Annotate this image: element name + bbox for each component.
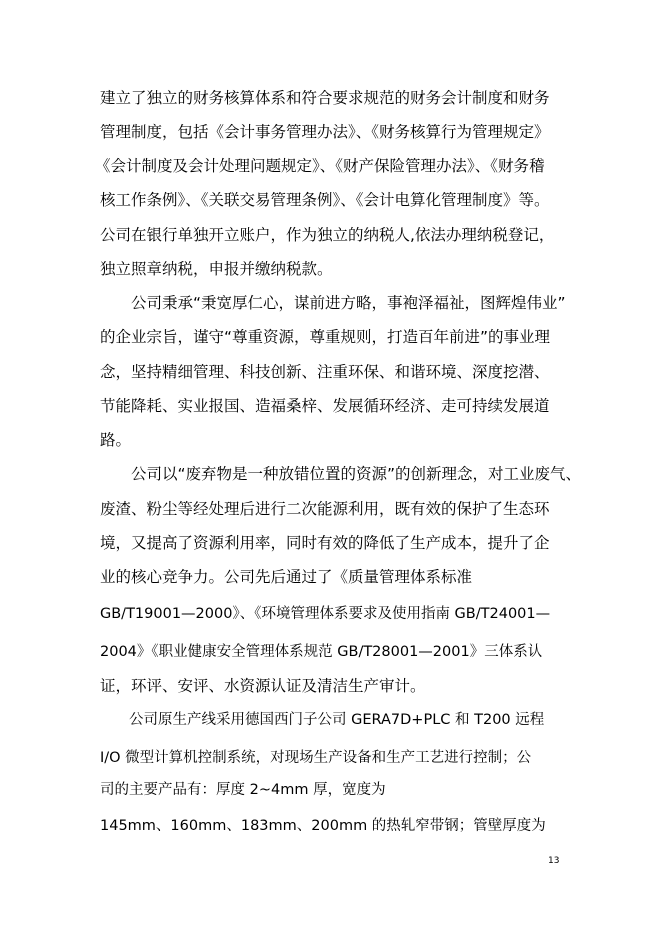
text-line: 司的主要产品有：厚度 2~4mm 厚，宽度为 [100,782,386,798]
page-number: 13 [548,856,560,866]
text-line: 念，坚持精细管理、科技创新、注重环保、和谐环境、深度挖潜、 [100,363,550,381]
text-line: 145mm、160mm、183mm、200mm 的热轧窄带钢；管壁厚度为 [100,818,546,834]
text-line: 废渣、粉尘等经处理后进行二次能源利用，既有效的保护了生态环 [100,500,550,518]
text-line: 公司原生产线采用德国西门子公司 GERA7D+PLC 和 T200 远程 [100,712,545,728]
text-line: 节能降耗、实业报国、造福桑梓、发展循环经济、走可持续发展道 [100,397,550,415]
text-line: 公司以“废弃物是一种放错位置的资源”的创新理念，对工业废气、 [100,465,582,483]
text-line: 独立照章纳税，申报并缴纳税款。 [100,260,333,278]
text-line: 业的核心竞争力。公司先后通过了《质量管理体系标准 [100,568,473,586]
text-line: I/O 微型计算机控制系统，对现场生产设备和生产工艺进行控制；公 [100,750,532,766]
text-line: 境，又提高了资源利用率，同时有效的降低了生产成本，提升了企 [100,534,550,552]
text-line: 核工作条例》、《关联交易管理条例》、《会计电算化管理制度》等。 [100,191,550,209]
text-line: 2004》《职业健康安全管理体系规范 GB/T28001—2001》三体系认 [100,644,543,660]
text-line: 建立了独立的财务核算体系和符合要求规范的财务会计制度和财务 [100,89,550,107]
text-line: 管理制度，包括《会计事务管理办法》、《财务核算行为管理规定》 [100,123,550,141]
text-line: GB/T19001—2000》、《环境管理体系要求及使用指南 GB/T24001— [100,606,551,622]
text-line: 证，环评、安评、水资源认证及清洁生产审计。 [100,677,426,695]
text-line: 公司秉承“秉宽厚仁心，谋前进方略，事袍泽福祉，图辉煌伟业” [100,294,566,312]
text-line: 路。 [100,431,132,449]
text-line: 的企业宗旨，谨守“尊重资源，尊重规则，打造百年前进”的事业理 [100,328,551,346]
text-line: 公司在银行单独开立账户，作为独立的纳税人,依法办理纳税登记， [100,226,555,244]
text-line: 《会计制度及会计处理问题规定》、《财产保险管理办法》、《财务稽 [95,157,545,175]
